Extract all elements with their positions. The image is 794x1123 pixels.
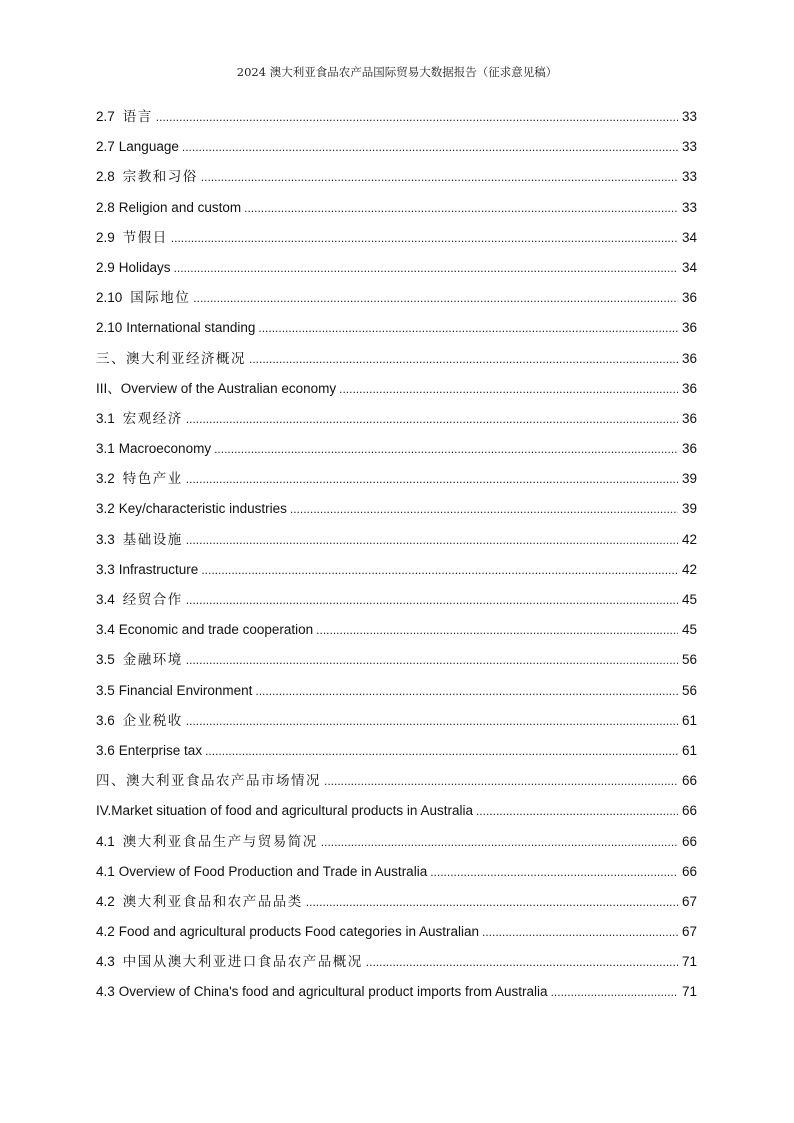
toc-entry[interactable] [96,253,697,283]
toc-entry-number: 3.1 [96,441,115,457]
toc-entry-number: 2.9 [96,259,115,275]
toc-entry-number: 2.9 [96,229,115,245]
toc-entry[interactable] [96,796,697,826]
toc-entry-title: Macroeconomy [118,441,212,457]
toc-entry-page: 61 [681,742,697,758]
table-of-contents [96,102,697,1008]
toc-entry-page: 36 [681,380,697,396]
toc-entry-title: Key/characteristic industries [118,501,287,517]
toc-entry-page: 33 [681,109,697,124]
toc-dot-leader [171,223,678,253]
toc-entry-title: 语言 [122,109,153,125]
toc-entry-title: 中国从澳大利亚进口食品农产品概况 [122,954,363,971]
toc-entry-page: 33 [681,199,697,215]
toc-entry-title: IV.Market situation of food and agricultural products in Australia [96,803,473,819]
toc-entry[interactable] [96,162,697,192]
toc-entry[interactable] [96,283,697,313]
toc-entry[interactable] [96,736,697,766]
toc-entry-page: 56 [681,652,697,668]
toc-entry-title: 经贸合作 [122,592,183,608]
toc-dot-leader [255,676,678,706]
toc-dot-leader [290,494,678,524]
toc-dot-leader [339,374,678,404]
toc-entry[interactable] [96,132,697,162]
toc-entry-title: 企业税收 [122,712,183,729]
toc-dot-leader [306,887,678,917]
toc-entry[interactable] [96,827,697,857]
toc-entry-number: 3.6 [96,742,115,758]
toc-dot-leader [476,796,678,826]
toc-dot-leader [482,917,678,947]
toc-entry-page: 39 [681,501,697,517]
toc-entry[interactable] [96,887,697,917]
toc-entry-number: 3.3 [96,561,115,577]
toc-dot-leader [186,404,678,434]
toc-entry-page: 66 [681,863,697,879]
toc-entry-title: III、Overview of the Australian economy [96,380,337,396]
toc-entry-number: 3.4 [96,622,115,638]
toc-dot-leader [258,313,678,343]
toc-entry-title: Infrastructure [118,561,199,577]
toc-entry-number: 4.2 [96,924,115,940]
toc-dot-leader [186,525,678,555]
toc-entry-title: 基础设施 [122,531,183,548]
toc-entry[interactable] [96,676,697,706]
toc-dot-leader [174,253,678,283]
toc-entry[interactable] [96,766,697,796]
toc-dot-leader [186,706,678,736]
toc-entry[interactable] [96,917,697,947]
toc-dot-leader [551,977,678,1007]
toc-entry-title: Economic and trade cooperation [118,622,314,638]
toc-entry[interactable] [96,464,697,494]
toc-entry-number: 3.2 [96,471,115,487]
toc-entry[interactable] [96,374,697,404]
toc-entry-title: 澳大利亚食品生产与贸易简况 [122,833,318,850]
toc-entry[interactable] [96,585,697,615]
toc-entry-page: 36 [681,350,697,366]
toc-entry[interactable] [96,645,697,675]
toc-entry-title: 三、澳大利亚经济概况 [96,350,246,367]
toc-entry[interactable] [96,193,697,223]
toc-entry-title: Overview of Food Production and Trade in Australia [118,863,428,879]
toc-entry-number: 4.3 [96,984,115,1000]
toc-entry[interactable] [96,404,697,434]
page-header: 2024 澳大利亚食品农产品国际贸易大数据报告（征求意见稿） [236,65,558,79]
toc-entry[interactable] [96,344,697,374]
toc-entry-number: 3.4 [96,592,115,607]
toc-entry[interactable] [96,706,697,736]
toc-entry-page: 66 [681,803,697,819]
toc-entry-page: 36 [681,410,697,426]
toc-entry[interactable] [96,555,697,585]
toc-entry-page: 36 [681,290,697,306]
toc-dot-leader [186,585,678,615]
toc-entry-number: 4.3 [96,954,115,970]
toc-entry-title: Religion and custom [118,199,242,215]
toc-entry[interactable] [96,525,697,555]
toc-entry-title: 宗教和习俗 [122,169,198,186]
toc-dot-leader [201,162,678,192]
toc-entry-title: 四、澳大利亚食品农产品市场情况 [96,773,321,790]
toc-entry-page: 71 [681,984,697,1000]
toc-entry-number: 4.1 [96,833,115,849]
toc-entry-number: 3.2 [96,501,115,517]
toc-entry-page: 56 [681,682,697,698]
toc-entry-page: 36 [681,441,697,457]
toc-entry-page: 45 [681,622,697,638]
toc-entry-title: Food and agricultural products Food categories in Australian [118,924,479,940]
toc-entry[interactable] [96,313,697,343]
toc-entry-page: 33 [681,139,697,155]
toc-dot-leader [214,434,678,464]
toc-entry-title: 宏观经济 [122,410,183,427]
toc-entry-title: Holidays [118,259,171,275]
toc-entry-number: 3.6 [96,712,115,728]
toc-entry-title: Overview of China's food and agricultural product imports from Australia [118,984,548,1000]
toc-entry-number: 2.10 [96,320,123,336]
toc-dot-leader [316,615,678,645]
toc-entry-number: 2.10 [96,290,123,306]
toc-dot-leader [244,193,678,223]
toc-entry-page: 42 [681,531,697,547]
toc-entry-number: 3.3 [96,531,115,547]
toc-entry-title: 特色产业 [122,471,183,488]
toc-entry-number: 2.7 [96,139,115,155]
toc-entry-title: Financial Environment [118,682,253,698]
toc-entry-page: 34 [681,229,697,245]
toc-entry-page: 33 [681,169,697,185]
toc-dot-leader [201,555,678,585]
toc-entry-title: 节假日 [122,229,168,246]
toc-entry[interactable] [96,102,697,132]
toc-entry[interactable] [96,615,697,645]
toc-entry-page: 66 [681,833,697,849]
toc-dot-leader [366,947,678,977]
toc-dot-leader [324,766,678,796]
toc-dot-leader [430,857,678,887]
toc-entry-number: 3.1 [96,410,115,426]
toc-entry-page: 66 [681,773,697,789]
toc-dot-leader [182,132,678,162]
toc-entry-number: 3.5 [96,682,115,698]
toc-entry-number: 2.7 [96,109,115,124]
toc-entry-title: Enterprise tax [118,742,203,758]
toc-entry-title: 澳大利亚食品和农产品品类 [122,893,303,910]
toc-entry[interactable] [96,494,697,524]
toc-entry[interactable] [96,947,697,977]
toc-dot-leader [156,102,678,132]
toc-entry[interactable] [96,434,697,464]
toc-dot-leader [321,827,678,857]
toc-entry-number: 3.5 [96,652,115,668]
toc-dot-leader [249,344,678,374]
toc-entry-page: 67 [681,893,697,909]
toc-entry-page: 61 [681,712,697,728]
toc-entry-title: International standing [126,320,256,336]
toc-dot-leader [186,464,678,494]
toc-entry[interactable] [96,857,697,887]
toc-entry-page: 67 [681,924,697,940]
toc-entry-page: 36 [681,320,697,336]
toc-entry-page: 34 [681,259,697,275]
toc-entry-page: 39 [681,471,697,487]
toc-entry-number: 4.1 [96,863,115,879]
toc-entry-title: 金融环境 [122,652,183,669]
toc-entry-number: 2.8 [96,169,115,185]
toc-entry[interactable] [96,977,697,1007]
toc-entry-number: 4.2 [96,893,115,909]
toc-entry-page: 45 [681,592,697,607]
toc-entry-page: 71 [681,954,697,970]
toc-entry-number: 2.8 [96,199,115,215]
toc-entry-title: 国际地位 [130,290,191,307]
toc-entry[interactable] [96,223,697,253]
toc-dot-leader [186,645,678,675]
toc-dot-leader [193,283,678,313]
toc-entry-page: 42 [681,561,697,577]
toc-entry-title: Language [118,139,179,155]
toc-dot-leader [205,736,678,766]
